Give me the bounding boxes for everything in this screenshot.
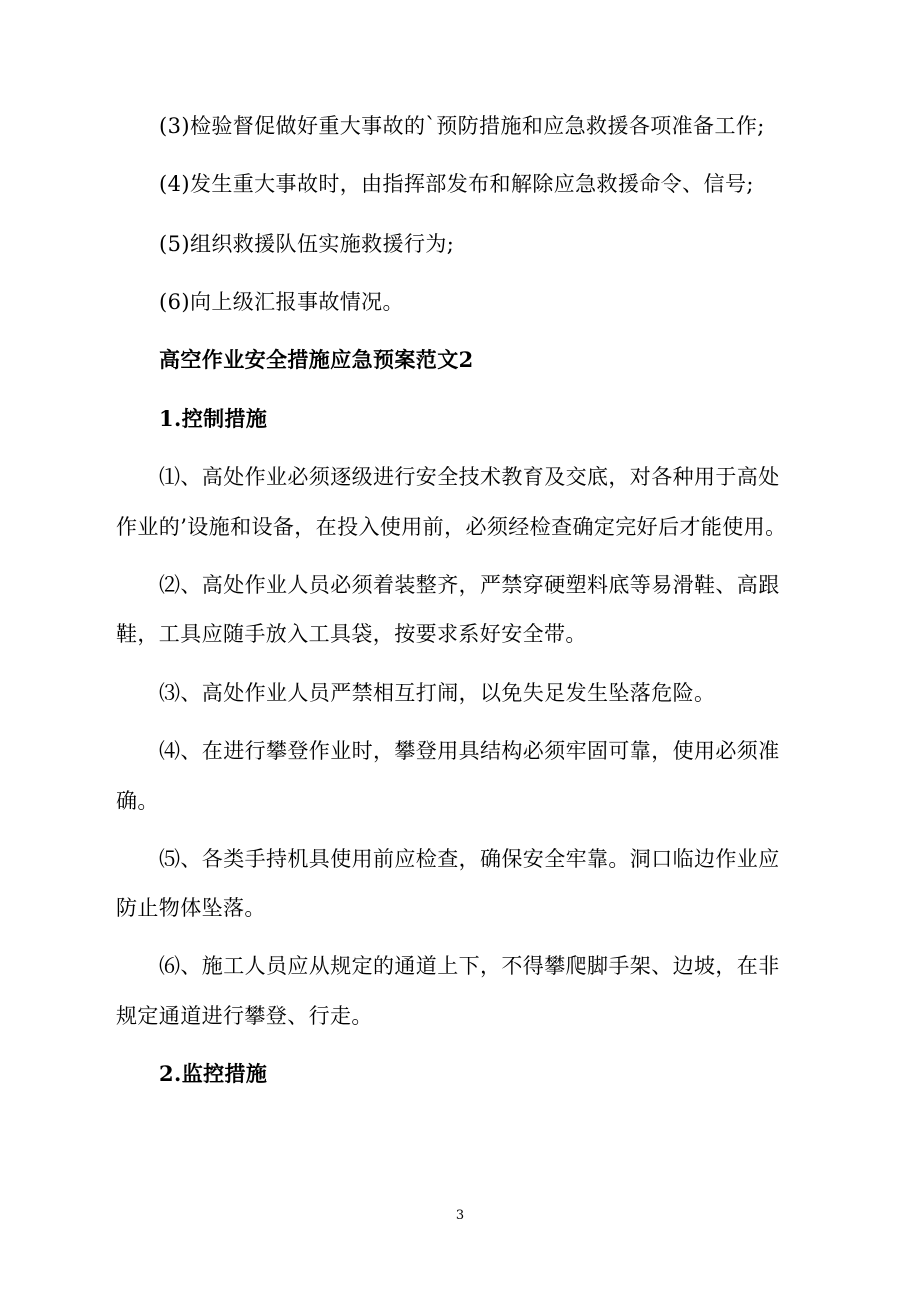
paragraph-6-line-2: 规定通道进行攀登、行走。 [116, 1004, 373, 1028]
paragraph-5-line-1: ⑸、各类手持机具使用前应检查，确保安全牢靠。洞口临边作业应 [159, 847, 780, 871]
subsection-heading-monitor: 2.监控措施 [159, 1061, 268, 1086]
subsection-heading-control: 1.控制措施 [159, 406, 268, 431]
paragraph-3-line-1: ⑶、高处作业人员严禁相互打闹，以免失足发生坠落危险。 [159, 681, 716, 705]
paragraph-4-line-1: ⑷、在进行攀登作业时，攀登用具结构必须牢固可靠，使用必须准 [159, 739, 780, 763]
paragraph-2-line-2: 鞋，工具应随手放入工具袋，按要求系好安全带。 [116, 622, 587, 646]
list-item-5: (5)组织救援队伍实施救援行为; [159, 232, 455, 256]
list-item-3: (3)检验督促做好重大事故的`预防措施和应急救援各项准备工作; [159, 114, 765, 138]
paragraph-1-line-1: ⑴、高处作业必须逐级进行安全技术教育及交底，对各种用于高处 [159, 465, 780, 489]
section-title: 高空作业安全措施应急预案范文2 [159, 347, 474, 372]
paragraph-2-line-1: ⑵、高处作业人员必须着装整齐，严禁穿硬塑料底等易滑鞋、高跟 [159, 573, 780, 597]
list-item-4: (4)发生重大事故时，由指挥部发布和解除应急救援命令、信号; [159, 172, 754, 196]
paragraph-1-line-2: 作业的’设施和设备，在投入使用前，必须经检查确定完好后才能使用。 [116, 515, 787, 539]
page-number: 3 [455, 1208, 465, 1223]
list-item-6: (6)向上级汇报事故情况。 [159, 290, 404, 314]
paragraph-5-line-2: 防止物体坠落。 [116, 896, 266, 920]
paragraph-4-line-2: 确。 [116, 789, 159, 813]
paragraph-6-line-1: ⑹、施工人员应从规定的通道上下，不得攀爬脚手架、边坡，在非 [159, 954, 780, 978]
